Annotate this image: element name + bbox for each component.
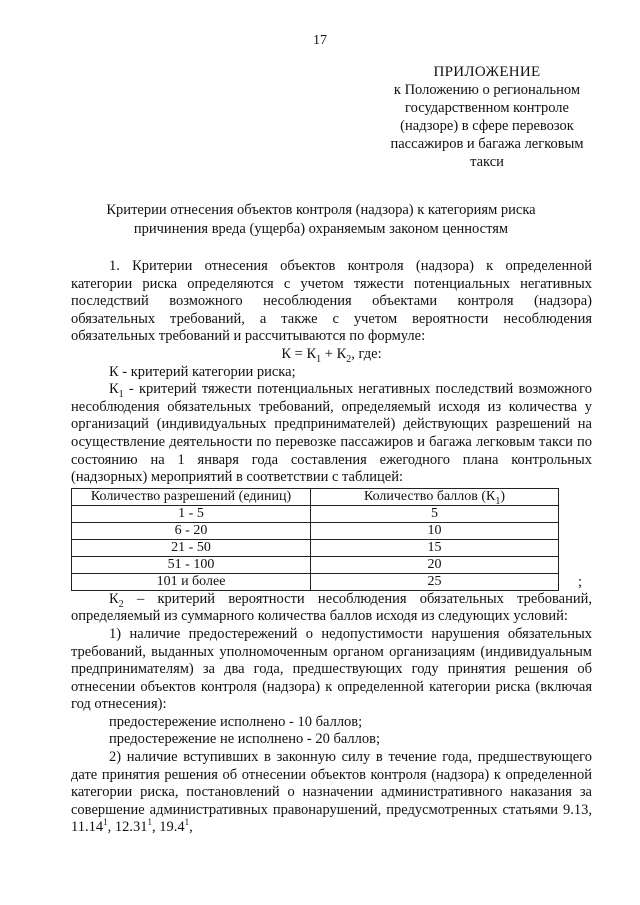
document-title: [70, 201, 572, 239]
formula: $К = К_1 + К_2$, где:: [281, 345, 382, 365]
table-header-cell: Количество разрешений (единиц): [72, 488, 311, 505]
k1-definition: $К_1$ - критерий тяжести потенциальных негативных последствий возможного несоблюдения обязательных требований, определяемый исходя из количества у организаций (индивидуальных предпринимателей) действующих разрешений на осуществление деятельности по перевозке пассажиров и багажа легковым такси по состоянию на 1 января года составления ежегодного плана контрольных (надзорных) мероприятий в соответствии с таблицей:: [71, 381, 592, 486]
appendix-header: [376, 63, 598, 171]
table-row: [72, 522, 559, 539]
table-cell: 15: [311, 539, 559, 556]
table-cell: 1 - 5: [72, 505, 311, 522]
table-cell: 25: [311, 573, 559, 590]
appendix-heading: ПРИЛОЖЕНИЕ: [433, 64, 541, 80]
document-body: [71, 258, 592, 837]
table-semicolon: ;: [577, 574, 582, 591]
condition-1: 1) наличие предостережений о недопустимости нарушения обязательных требований, выданных уполномоченным органом организациям (индивидуальным предпринимателям) за два года, предшествующих году принятия решения об отнесении объектов контроля (надзора) к определенной категории риска (включая год отнесения):: [71, 625, 592, 713]
table-row: [72, 539, 559, 556]
criteria-table-wrapper: [71, 488, 592, 591]
condition-1-option-b: предостережение не исполнено - 20 баллов;: [109, 731, 380, 748]
condition-1-option-a: предостережение исполнено - 10 баллов;: [109, 713, 363, 730]
table-cell: 5: [311, 505, 559, 522]
title-line-2: причинения вреда (ущерба) охраняемым законом ценностям: [133, 221, 509, 237]
appendix-line: государственном контроле: [405, 100, 569, 116]
table-row: [72, 573, 559, 590]
table-cell: 21 - 50: [72, 539, 311, 556]
k2-definition: $К_2$ – критерий вероятности несоблюдения обязательных требований, определяемый из суммарного количества баллов исходя из следующих условий:: [71, 590, 592, 625]
k-definition: К - критерий категории риска;: [109, 363, 296, 380]
table-row: [72, 505, 559, 522]
table-header-row: [72, 488, 559, 505]
table-cell: 51 - 100: [72, 556, 311, 573]
appendix-line: к Положению о региональном: [393, 82, 581, 98]
paragraph-criteria: 1. Критерии отнесения объектов контроля (надзора) к определенной категории риска определяются с учетом тяжести потенциальных негативных последствий возможного несоблюдения объектами контроля (надзора) обязательных требований, а также с учетом вероятности несоблюдения обязательных требований и рассчитываются по формуле:: [71, 258, 592, 345]
criteria-table: [71, 488, 559, 591]
table-cell: 101 и более: [72, 573, 311, 590]
appendix-line: пассажиров и багажа легковым: [390, 136, 584, 152]
table-cell: 20: [311, 556, 559, 573]
appendix-line: такси: [470, 154, 504, 170]
table-cell: 6 - 20: [72, 522, 311, 539]
appendix-line: (надзоре) в сфере перевозок: [400, 118, 574, 134]
page-number: 17: [313, 33, 327, 48]
table-cell: 10: [311, 522, 559, 539]
title-line-1: Критерии отнесения объектов контроля (надзора) к категориям риска: [106, 202, 536, 218]
table-header-cell: Количество баллов $(К_1)$: [311, 488, 559, 505]
condition-2: 2) наличие вступивших в законную силу в течение года, предшествующего дате принятия решения об отнесении объектов контроля (надзора) к определенной категории риска, постановлений о назначении административного наказания за совершение административных правонарушений, предусмотренных статьями 9.13, 11.14$^1$, 12.31$^1$, 19.4$^1$,: [71, 749, 592, 836]
table-row: [72, 556, 559, 573]
